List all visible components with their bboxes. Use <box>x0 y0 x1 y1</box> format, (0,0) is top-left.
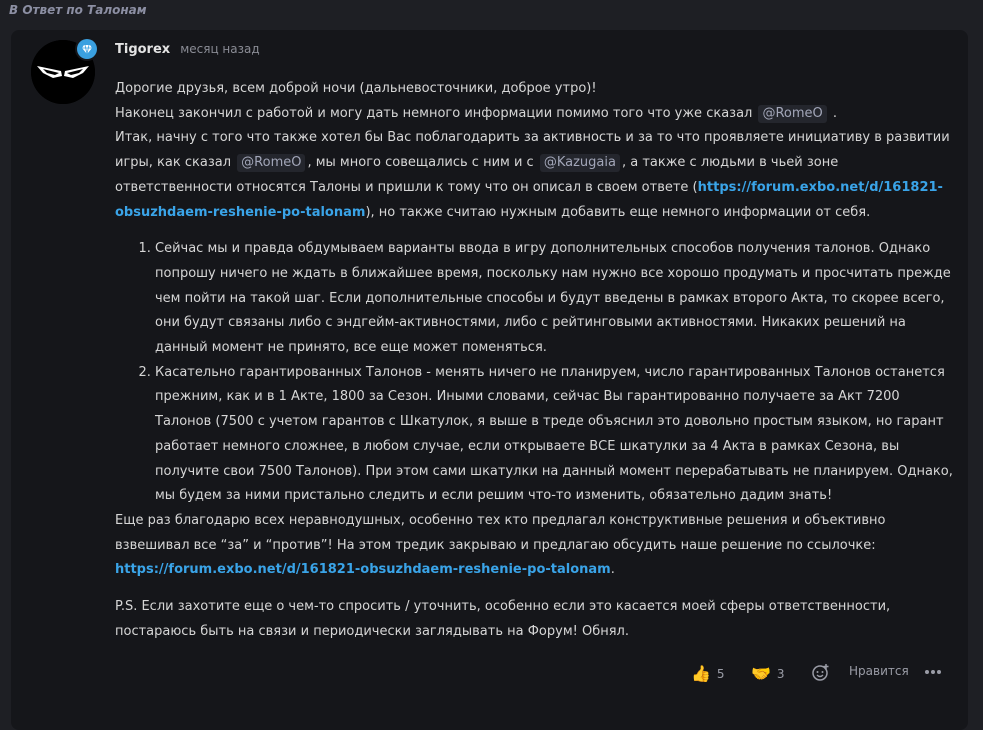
post-body <box>115 77 955 644</box>
username[interactable]: Tigorex <box>115 42 171 57</box>
post-timestamp[interactable]: месяц назад <box>180 42 260 56</box>
intro-line-2-end: . <box>832 105 838 121</box>
reaction-thumbs-up[interactable] <box>691 664 725 683</box>
post-card <box>11 30 968 730</box>
thread-link[interactable]: https://forum.exbo.net/d/161821-obsuzhdaem-reshenie-po-talonam <box>115 179 943 220</box>
thumbs-up-icon: 👍 <box>691 664 711 683</box>
intro-line-3d: ), но также считаю нужным добавить еще немного информации от себя. <box>365 204 871 220</box>
list-item: 1. Сейчас мы и правда обдумываем варианты ввода в игру дополнительных способов получения талонов. Однако попрошу ничего не ждать в ближайшее время, поскольку нам нужно все хорошо продумать и просчитать прежде чем пойти на такой шаг. Если дополнительные способы и будут введены в рамках второго Акта, то скорее всего, они будут связаны либо с эндгейм-активностями, либо с рейтинговыми активностями. Никаких решений на данный момент не принято, все еще может поменяться. <box>155 237 955 361</box>
like-button[interactable]: Нравится <box>849 664 909 678</box>
post-header <box>115 42 260 57</box>
intro-line-2: Наконец закончил с работой и могу дать немного информации помимо того что уже сказал <box>115 105 753 121</box>
outro-text: Еще раз благодарю всех неравнодушных, особенно тех кто предлагал конструктивные решения и объективно взвешивал все “за” и “против”! На этом тредик закрываю и предлагаю обсудить наше решение по ссылочке: <box>115 512 886 553</box>
in-reply-to-link[interactable]: В Ответ по Талонам <box>9 3 147 17</box>
intro-line-1: Дорогие друзья, всем доброй ночи (дальневосточники, доброе утро)! <box>115 81 597 96</box>
intro-line-3: Итак, начну с того что также хотел бы Вас поблагодарить за активность и за то что проявляете инициативу в развитии игры, как сказал <box>115 130 950 171</box>
paragraph-outro <box>115 509 955 583</box>
diamond-badge-icon <box>77 39 97 59</box>
post-footer <box>11 660 968 684</box>
thread-link-2[interactable]: https://forum.exbo.net/d/161821-obsuzhdaem-reshenie-po-talonam <box>115 562 611 578</box>
reaction-count: 3 <box>776 666 785 681</box>
mention-romeo[interactable]: @RomeO <box>758 105 826 123</box>
numbered-list <box>115 237 955 509</box>
handshake-icon: 🤝 <box>751 664 771 683</box>
paragraph-intro <box>115 77 955 225</box>
mention-kazugaia[interactable]: @Kazugaia <box>540 154 620 172</box>
reaction-count: 5 <box>716 666 725 681</box>
more-options-icon[interactable] <box>921 660 945 684</box>
intro-line-3c: , а также с людьми в чьей зоне ответственности относятся Талоны и пришли к тому что он описал в своем ответе ( <box>115 155 839 195</box>
outro-end: . <box>610 562 615 578</box>
intro-line-3b: , мы много совещались с ним и с <box>307 155 534 171</box>
add-reaction-icon[interactable] <box>811 662 831 682</box>
reaction-handshake[interactable] <box>751 664 785 683</box>
list-item: 2. Касательно гарантированных Талонов - менять ничего не планируем, число гарантированных Талонов останется прежним, как и в 1 Акте, 1800 за Сезон. Иными словами, сейчас Вы гарантированно получаете за Акт 7200 Талонов (7500 с учетом гарантов с Шкатулок, я выше в треде объяснил это довольно простым языком, но гарант работает немного сложнее, в любом случае, если открываете ВСЕ шкатулки за 4 Акта в рамках Сезона, вы получите свои 7500 Талонов). При этом сами шкатулки на данный момент перерабатывать не планируем. Однако, мы будем за ними пристально следить и если решим что-то изменить, обязательно дадим знать! <box>155 361 955 509</box>
mention-romeo-2[interactable]: @RomeO <box>237 154 305 172</box>
paragraph-ps: P.S. Если захотите еще о чем-то спросить / уточнить, особенно если это касается моей сферы ответственности, постараюсь быть на связи и периодически заглядывать на Форум! Обнял. <box>115 599 891 639</box>
